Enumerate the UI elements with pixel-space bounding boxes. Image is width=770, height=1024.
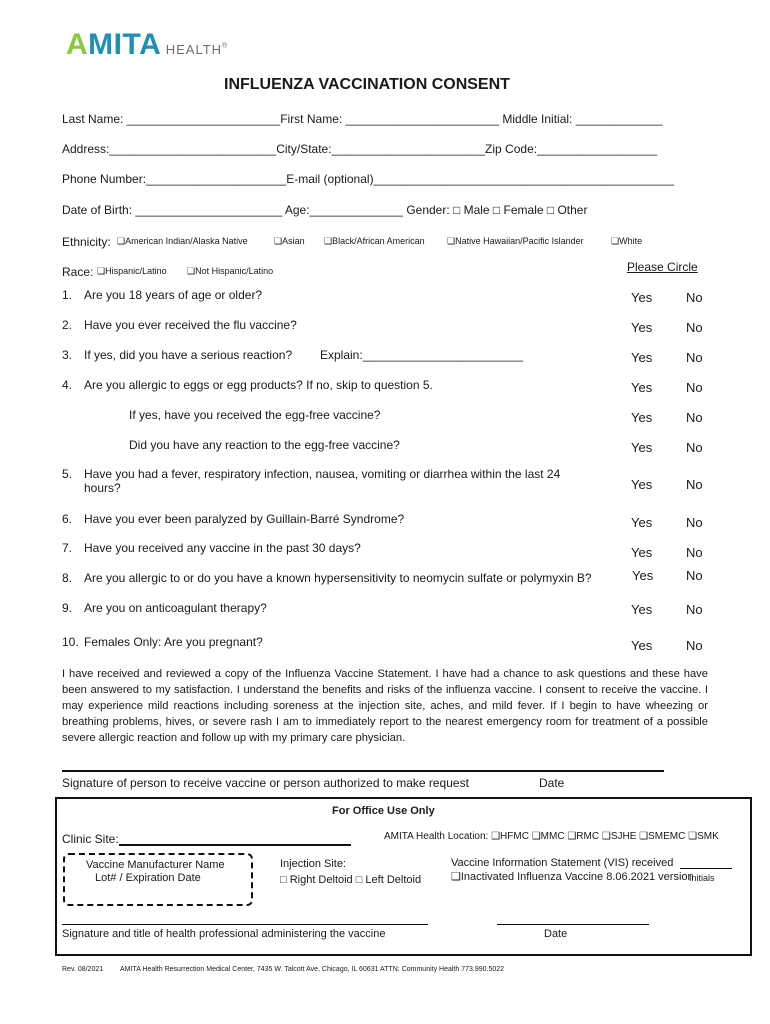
question-5: 5. Have you had a fever, respiratory infection, nausea, vomiting or diarrhea within the last 24 hours? bbox=[62, 467, 561, 495]
lot-expiration-label: Lot# / Expiration Date bbox=[95, 872, 201, 884]
yes-option[interactable]: Yes bbox=[631, 320, 653, 335]
injection-site-label: Injection Site: bbox=[280, 858, 347, 870]
health-location-label: AMITA Health Location: bbox=[384, 831, 489, 842]
question-2: 2. Have you ever received the flu vaccine? bbox=[62, 318, 297, 332]
question-10: 10. Females Only: Are you pregnant? bbox=[62, 635, 263, 649]
yes-option[interactable]: Yes bbox=[631, 380, 653, 395]
yes-option[interactable]: Yes bbox=[631, 602, 653, 617]
consent-paragraph: I have received and reviewed a copy of the Influenza Vaccine Statement. I have had a chance to ask questions and these have been answered to my satisfaction. I understand the benefits and risks of the influenza vaccine. I consent to receive the vaccine. I may experience mild reactions including soreness at the injection site, aches, and mild fever. If I begin to have wheezing or breathing problems, hives, or severe rash I am to immediately report to the nearest emergency room for treatment of a possible severe allergic reaction and follow up with my primary care physician. bbox=[62, 668, 708, 744]
signature-label: Signature of person to receive vaccine or person authorized to make request bbox=[62, 776, 469, 790]
contact-fields-row[interactable]: Phone Number:_____________________E-mail (optional)_____________________________________________ bbox=[62, 172, 674, 186]
race-row bbox=[62, 263, 362, 281]
yes-option[interactable]: Yes bbox=[631, 290, 653, 305]
dob-gender-row[interactable]: Date of Birth: ______________________ Age:______________ Gender: □ Male □ Female □ Other bbox=[62, 203, 588, 217]
yes-option[interactable]: Yes bbox=[631, 440, 653, 455]
deltoid-options[interactable]: □ Right Deltoid □ Left Deltoid bbox=[280, 874, 422, 886]
signature-line[interactable] bbox=[62, 770, 664, 772]
question-4: 4. Are you allergic to eggs or egg products? If no, skip to question 5. bbox=[62, 378, 433, 392]
no-option[interactable]: No bbox=[686, 440, 703, 455]
ethnicity-option[interactable]: ❑White bbox=[611, 236, 643, 246]
initials-label: Initials bbox=[689, 873, 715, 883]
vaccine-manufacturer-label: Vaccine Manufacturer Name bbox=[86, 859, 225, 871]
no-option[interactable]: No bbox=[686, 602, 703, 617]
health-location-row bbox=[384, 831, 719, 842]
yes-option[interactable]: Yes bbox=[631, 545, 653, 560]
race-label: Race: bbox=[62, 265, 94, 279]
ethnicity-row bbox=[62, 233, 762, 251]
yes-option[interactable]: Yes bbox=[631, 638, 653, 653]
ethnicity-option[interactable]: ❑American Indian/Alaska Native bbox=[117, 236, 248, 246]
question-7: 7. Have you received any vaccine in the past 30 days? bbox=[62, 541, 361, 555]
no-option[interactable]: No bbox=[686, 410, 703, 425]
clinic-site-line[interactable] bbox=[119, 844, 351, 846]
no-option[interactable]: No bbox=[686, 350, 703, 365]
yes-option[interactable]: Yes bbox=[631, 477, 653, 492]
race-option[interactable]: ❑Not Hispanic/Latino bbox=[187, 266, 274, 276]
question-6: 6. Have you ever been paralyzed by Guillain-Barré Syndrome? bbox=[62, 512, 405, 526]
initials-line[interactable] bbox=[680, 868, 732, 869]
vis-received-label: Vaccine Information Statement (VIS) received bbox=[451, 857, 674, 869]
address-fields-row[interactable]: Address:_________________________City/State:_______________________Zip Code:__________________ bbox=[62, 142, 658, 156]
question-9: 9. Are you on anticoagulant therapy? bbox=[62, 601, 267, 615]
clinic-site-label: Clinic Site: bbox=[62, 832, 119, 846]
no-option[interactable]: No bbox=[686, 320, 703, 335]
explain-field[interactable]: Explain:________________________ bbox=[320, 348, 523, 362]
professional-signature-label: Signature and title of health professional administering the vaccine bbox=[62, 928, 386, 940]
no-option[interactable]: No bbox=[686, 515, 703, 530]
signature-date-label: Date bbox=[539, 776, 565, 790]
no-option[interactable]: No bbox=[686, 638, 703, 653]
no-option[interactable]: No bbox=[686, 568, 703, 583]
logo-health-text: HEALTH bbox=[165, 42, 223, 57]
yes-option[interactable]: Yes bbox=[632, 568, 654, 583]
footer-address: AMITA Health Resurrection Medical Center, 7435 W. Talcott Ave, Chicago, IL 60631 ATTN: Community Health 773.990.5022 bbox=[120, 966, 505, 973]
health-location-options[interactable]: ❑HFMC ❑MMC ❑RMC ❑SJHE ❑SMEMC ❑SMK bbox=[491, 831, 719, 842]
no-option[interactable]: No bbox=[686, 477, 703, 492]
office-use-title: For Office Use Only bbox=[332, 805, 435, 817]
question-3: 3. If yes, did you have a serious reaction? Explain:________________________ bbox=[62, 348, 523, 362]
vis-option[interactable]: ❑Inactivated Influenza Vaccine 8.06.2021 version bbox=[451, 871, 694, 883]
yes-option[interactable]: Yes bbox=[631, 410, 653, 425]
name-fields-row[interactable]: Last Name: _______________________First Name: _______________________ Middle Initial: _____________ bbox=[62, 112, 663, 126]
question-4a: If yes, have you received the egg-free vaccine? bbox=[129, 408, 381, 422]
please-circle-heading: Please Circle bbox=[627, 260, 698, 274]
no-option[interactable]: No bbox=[686, 545, 703, 560]
footer-revision: Rev. 08/2021 bbox=[62, 966, 104, 973]
ethnicity-option[interactable]: ❑Native Hawaiian/Pacific Islander bbox=[447, 236, 584, 246]
race-option[interactable]: ❑Hispanic/Latino bbox=[97, 266, 167, 276]
no-option[interactable]: No bbox=[686, 380, 703, 395]
professional-date-label: Date bbox=[544, 928, 568, 940]
no-option[interactable]: No bbox=[686, 290, 703, 305]
yes-option[interactable]: Yes bbox=[631, 350, 653, 365]
logo-amita-text: AMITA bbox=[66, 28, 162, 61]
professional-signature-line[interactable] bbox=[62, 924, 428, 925]
page-title: INFLUENZA VACCINATION CONSENT bbox=[224, 76, 510, 93]
question-4b: Did you have any reaction to the egg-free vaccine? bbox=[129, 438, 400, 452]
logo-registered-mark: ® bbox=[222, 42, 228, 50]
logo bbox=[66, 28, 227, 62]
ethnicity-option[interactable]: ❑Asian bbox=[274, 236, 305, 246]
ethnicity-option[interactable]: ❑Black/African American bbox=[324, 236, 425, 246]
question-8: 8. Are you allergic to or do you have a known hypersensitivity to neomycin sulfate or polymyxin B? bbox=[62, 571, 592, 585]
ethnicity-label: Ethnicity: bbox=[62, 235, 111, 249]
question-1: 1. Are you 18 years of age or older? bbox=[62, 288, 263, 302]
professional-date-line[interactable] bbox=[497, 924, 649, 925]
yes-option[interactable]: Yes bbox=[631, 515, 653, 530]
